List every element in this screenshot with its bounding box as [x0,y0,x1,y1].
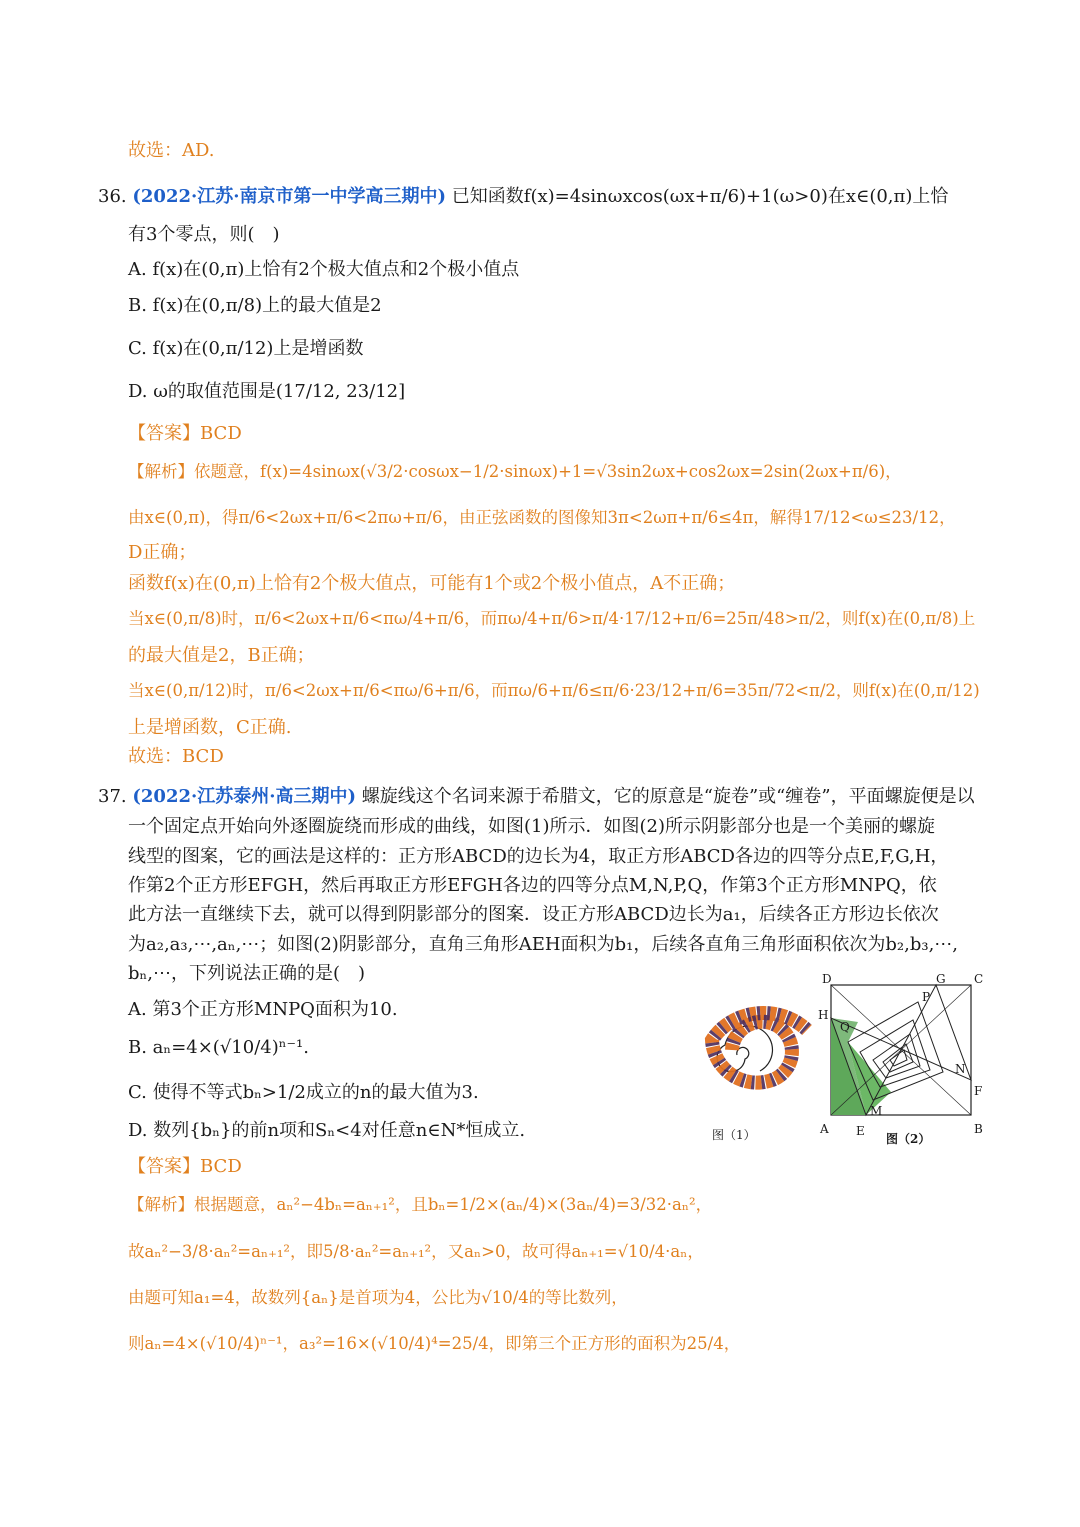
q37-stem-line-1 [98,786,975,808]
q37-analysis-4: 则aₙ=4×(√10/4)ⁿ⁻¹，a₃²=16×(√10/4)⁴=25/4，即第三个正方形的面积为25/4， [128,1334,741,1353]
q37-stem-2: 一个固定点开始向外逐圈旋绕而形成的曲线，如图(1)所示．如图(2)所示阴影部分也是一个美丽的螺旋 [128,816,935,837]
q37-option-c: C. 使得不等式bₙ>1/2成立的n的最大值为3. [128,1082,479,1103]
q36-option-a: A. f(x)在(0,π)上恰有2个极大值点和2个极小值点 [128,259,520,280]
q37-source: (2022·江苏泰州·高三期中) [132,786,357,807]
q37-analysis-2: 故aₙ²−3/8·aₙ²=aₙ₊₁²，即5/8·aₙ²=aₙ₊₁²，又aₙ>0，故可得aₙ₊₁=√10/4·aₙ， [128,1242,704,1261]
figure-2-caption: 图（2） [886,1132,931,1146]
q36-analysis-2: 由x∈(0,π)，得π/6<2ωx+π/6<2πω+π/6，由正弦函数的图像知3π<2ωπ+π/6≤4π，解得17/12<ω≤23/12， [128,508,956,527]
q37-analysis-1: 【解析】根据题意，aₙ²−4bₙ=aₙ₊₁²，且bₙ=1/2×(aₙ/4)×(3aₙ/4)=3/32·aₙ²， [128,1195,713,1214]
q37-answer: 【答案】BCD [128,1156,242,1177]
q36-stem-1: 已知函数f(x)=4sinωxcos(ωx+π/6)+1(ω>0)在x∈(0,π)上恰 [451,186,949,207]
q36-option-d: D. ω的取值范围是(17/12, 23/12] [128,381,406,402]
q37-stem-3: 线型的图案，它的画法是这样的：正方形ABCD的边长为4，取正方形ABCD各边的四等分点E,F,G,H， [128,846,949,867]
nested-squares-figure-2 [818,972,988,1134]
fig2-label-n: N [955,1062,966,1076]
q36-option-b: B. f(x)在(0,π/8)上的最大值是2 [128,295,382,316]
q36-source: (2022·江苏·南京市第一中学高三期中) [132,186,447,207]
fig2-label-p: P [922,990,931,1004]
fig2-label-g: G [936,972,946,986]
q37-option-b: B. aₙ=4×(√10/4)ⁿ⁻¹. [128,1037,309,1058]
q37-analysis-3: 由题可知a₁=4，故数列{aₙ}是首项为4，公比为√10/4的等比数列， [128,1288,628,1307]
q36-number: 36. [98,186,127,207]
fig2-label-q: Q [840,1020,850,1034]
fig2-label-h: H [818,1008,829,1022]
q37-stem-7: bₙ,⋯，下列说法正确的是( ) [128,963,366,984]
fig2-label-b: B [974,1122,983,1136]
q36-analysis-8: 上是增函数，C正确. [128,717,292,738]
q37-option-a: A. 第3个正方形MNPQ面积为10. [128,999,398,1020]
fig2-label-d: D [822,972,832,986]
q36-analysis-4: 函数f(x)在(0,π)上恰有2个极大值点，可能有1个或2个极小值点，A不正确； [128,573,736,594]
q37-stem-1: 螺旋线这个名词来源于希腊文，它的原意是“旋卷”或“缠卷”，平面螺旋便是以 [361,786,975,807]
prev-answer-line: 故选：AD. [128,140,215,161]
q37-option-d: D. 数列{bₙ}的前n项和Sₙ<4对任意n∈N*恒成立. [128,1120,526,1141]
fig2-label-f: F [974,1084,983,1098]
fig2-label-a: A [820,1122,829,1136]
q37-number: 37. [98,786,127,807]
fig2-label-e: E [856,1124,865,1138]
q36-stem-line-1 [98,186,948,208]
q37-stem-5: 此方法一直继续下去，就可以得到阴影部分的图案．设正方形ABCD边长为a₁，后续各正方形边长依次 [128,904,939,925]
q37-stem-4: 作第2个正方形EFGH，然后再取正方形EFGH各边的四等分点M,N,P,Q，作第3个正方形MNPQ，依 [128,875,937,896]
q36-option-c: C. f(x)在(0,π/12)上是增函数 [128,338,364,359]
q36-answer: 【答案】BCD [128,423,242,444]
q36-stem-2: 有3个零点，则( ) [128,224,280,245]
q36-analysis-3: D正确； [128,542,197,563]
spiral-figure-1 [662,990,812,1120]
fig2-label-m: M [870,1104,883,1118]
q36-analysis-5: 当x∈(0,π/8)时，π/6<2ωx+π/6<πω/4+π/6，而πω/4+π/6>π/4·17/12+π/6=25π/48>π/2，则f(x)在(0,π/8)上 [128,609,976,628]
fig2-label-c: C [974,972,984,986]
q37-stem-6: 为a₂,a₃,⋯,aₙ,⋯；如图(2)阴影部分，直角三角形AEH面积为b₁，后续各直角三角形面积依次为b₂,b₃,⋯, [128,934,959,955]
q36-analysis-1: 【解析】依题意，f(x)=4sinωx(√3/2·cosωx−1/2·sinωx)+1=√3sin2ωx+cos2ωx=2sin(2ωx+π/6)， [128,462,902,481]
q36-analysis-9: 故选：BCD [128,746,224,767]
figure-1-caption: 图（1） [712,1128,756,1142]
q36-analysis-6: 的最大值是2，B正确； [128,645,315,666]
q36-analysis-7: 当x∈(0,π/12)时，π/6<2ωx+π/6<πω/6+π/6，而πω/6+π/6≤π/6·23/12+π/6=35π/72<π/2，则f(x)在(0,π/12) [128,681,980,700]
